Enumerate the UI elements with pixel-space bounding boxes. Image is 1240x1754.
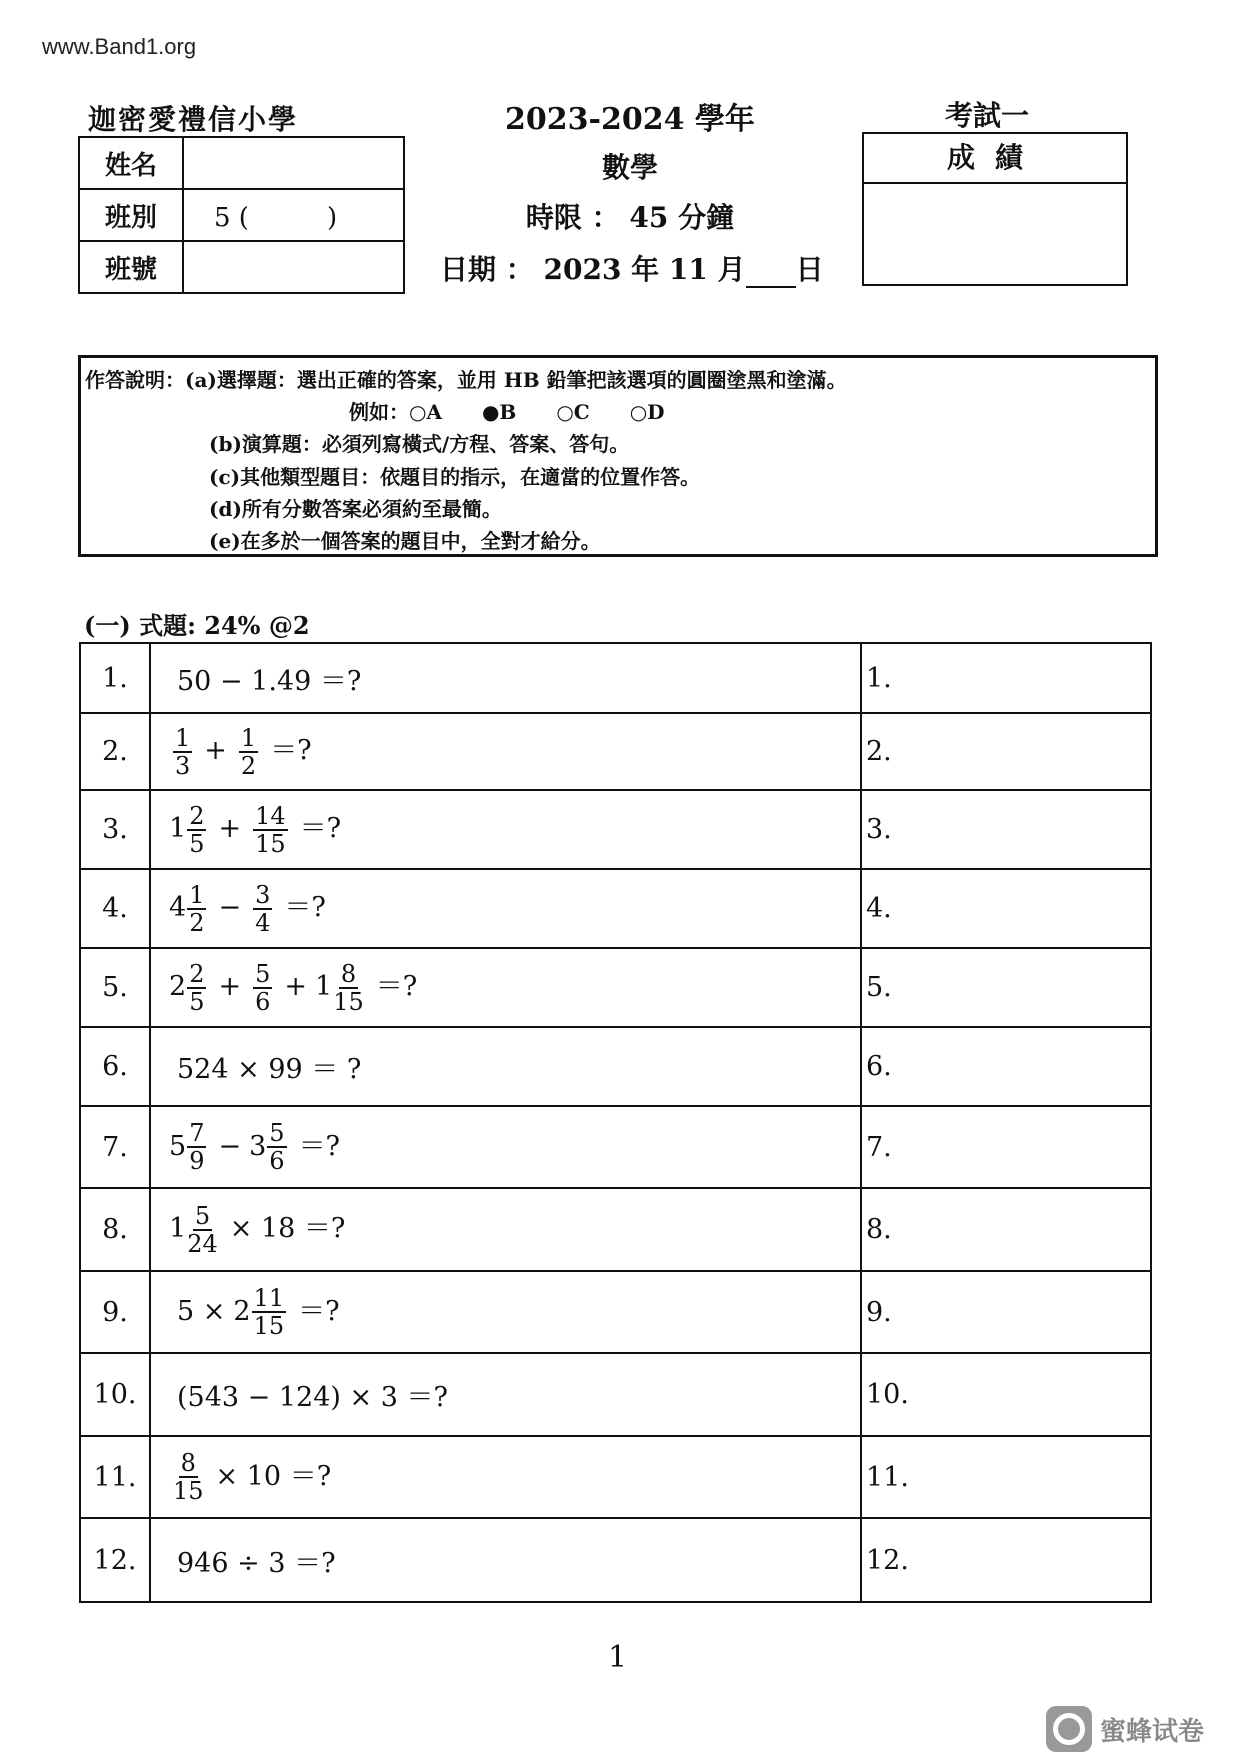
denominator: 5 <box>189 987 205 1016</box>
date-prefix: 日期 ： 2023 年 11 月 <box>440 253 746 286</box>
question-expression <box>150 643 861 713</box>
watermark <box>1046 1706 1204 1752</box>
answer-cell[interactable]: 8. <box>861 1188 1151 1271</box>
numerator: 5 <box>194 1201 211 1230</box>
question-number: 9. <box>80 1271 150 1353</box>
question-expression <box>150 1027 861 1106</box>
question-expression <box>150 1106 861 1188</box>
question-row <box>80 869 1151 948</box>
numerator: 1 <box>175 723 191 752</box>
name-label: 姓名 <box>79 137 183 189</box>
expression-text: 50 − 1.49 ＝? <box>177 665 362 697</box>
question-number: 5. <box>80 948 150 1027</box>
fraction <box>253 961 272 1015</box>
instruction-line: (d)所有分數答案必須約至最簡。 <box>209 497 502 521</box>
denominator: 15 <box>253 1312 285 1340</box>
expression-text: − <box>218 1130 242 1162</box>
question-number: 6. <box>80 1027 150 1106</box>
answer-cell[interactable]: 4. <box>861 869 1151 948</box>
instruction-line: (e)在多於一個答案的題目中，全對才給分。 <box>209 529 601 553</box>
watermark-logo-icon <box>1046 1706 1092 1752</box>
expression-text: 524 × 99 ＝ ? <box>177 1054 362 1085</box>
class-field[interactable]: 5 ( ) <box>183 189 404 241</box>
fraction <box>173 1450 204 1504</box>
answer-cell[interactable]: 12. <box>861 1518 1151 1602</box>
expression-text: × 10 ＝? <box>215 1460 332 1492</box>
answer-cell[interactable]: 1. <box>861 643 1151 713</box>
numerator: 1 <box>240 723 257 752</box>
fraction <box>187 803 206 857</box>
question-row <box>80 643 1151 713</box>
day-blank[interactable] <box>746 253 796 288</box>
time-limit: 時限 ： 45 分鐘 <box>525 201 735 234</box>
numerator: 11 <box>253 1284 285 1312</box>
number-row <box>79 241 404 293</box>
number-label: 班號 <box>79 241 183 293</box>
expression-text: (543 − 124) × 3 ＝? <box>177 1382 448 1413</box>
school-year: 2023-2024 學年 <box>505 102 755 137</box>
denominator: 5 <box>189 829 205 858</box>
denominator: 15 <box>333 987 364 1016</box>
numerator: 2 <box>189 801 205 830</box>
denominator: 3 <box>175 751 191 780</box>
exam-title: 考試一 <box>945 99 1030 132</box>
answer-cell[interactable]: 7. <box>861 1106 1151 1188</box>
question-expression <box>150 1271 861 1353</box>
question-row <box>80 790 1151 869</box>
instructions-box <box>78 355 1158 557</box>
score-label: 成績 <box>864 134 1126 184</box>
question-expression <box>150 1436 861 1518</box>
whole-number: 1 <box>315 971 333 1002</box>
question-row <box>80 1027 1151 1106</box>
denominator: 2 <box>240 751 257 780</box>
fraction <box>267 1120 286 1174</box>
fraction <box>187 961 206 1015</box>
question-row <box>80 1188 1151 1271</box>
instruction-line: 作答說明：(a)選擇題：選出正確的答案，並用 HB 鉛筆把該選項的圓圈塗黑和塗滿。 <box>85 368 847 392</box>
fraction <box>239 725 258 779</box>
fraction <box>173 725 192 779</box>
question-row <box>80 1436 1151 1518</box>
question-expression <box>150 1518 861 1602</box>
numerator: 8 <box>180 1449 196 1477</box>
section-title: (一) 式題: 24% @2 <box>84 611 310 640</box>
question-expression <box>150 948 861 1027</box>
whole-number: 3 <box>249 1130 267 1162</box>
expression-text: + <box>218 813 242 844</box>
question-number: 11. <box>80 1436 150 1518</box>
question-number: 2. <box>80 713 150 790</box>
school-name: 迦密愛禮信小學 <box>88 103 299 136</box>
expression-text: ＝? <box>298 1295 340 1327</box>
question-row <box>80 1518 1151 1602</box>
question-number: 12. <box>80 1518 150 1602</box>
question-expression <box>150 1188 861 1271</box>
question-number: 8. <box>80 1188 150 1271</box>
question-expression <box>150 869 861 948</box>
question-expression <box>150 713 861 790</box>
whole-number: 2 <box>233 1295 251 1327</box>
answer-cell[interactable]: 5. <box>861 948 1151 1027</box>
fraction <box>187 882 206 936</box>
date-suffix: 日 <box>795 253 824 286</box>
watermark-text: 蜜蜂试卷 <box>1100 1716 1205 1747</box>
numerator: 8 <box>340 959 357 988</box>
expression-text: ＝? <box>298 1130 341 1162</box>
instruction-line: (c)其他類型題目：依題目的指示，在適當的位置作答。 <box>209 465 701 489</box>
class-row <box>79 189 404 241</box>
number-field[interactable] <box>183 241 404 293</box>
question-row <box>80 1271 1151 1353</box>
name-field[interactable] <box>183 137 404 189</box>
fraction <box>252 1285 287 1339</box>
denominator: 6 <box>269 1147 285 1175</box>
answer-cell[interactable]: 10. <box>861 1353 1151 1436</box>
fraction <box>253 803 288 857</box>
denominator: 15 <box>173 1477 204 1505</box>
expression-text: + <box>284 971 307 1002</box>
instruction-example: 例如：○A ●B ○C ○D <box>349 400 665 424</box>
fraction <box>187 1203 218 1257</box>
numerator: 14 <box>255 801 286 830</box>
answer-cell[interactable]: 2. <box>861 713 1151 790</box>
page-number: 1 <box>608 1640 628 1675</box>
instruction-line: (b)演算題：必須列寫橫式/方程、答案、答句。 <box>209 432 630 456</box>
whole-number: 1 <box>169 813 187 844</box>
answer-cell[interactable]: 11. <box>861 1436 1151 1518</box>
question-row <box>80 1106 1151 1188</box>
class-label: 班別 <box>79 189 183 241</box>
question-expression <box>150 790 861 869</box>
question-row <box>80 713 1151 790</box>
numerator: 7 <box>189 1119 205 1147</box>
score-box <box>862 132 1128 286</box>
numerator: 5 <box>269 1119 285 1147</box>
question-number: 7. <box>80 1106 150 1188</box>
whole-number: 2 <box>169 971 187 1002</box>
expression-text: ＝? <box>375 971 418 1002</box>
expression-text: ＝? <box>270 735 312 766</box>
expression-text: ＝? <box>284 892 326 923</box>
expression-text: + <box>204 735 227 766</box>
denominator: 9 <box>189 1147 205 1175</box>
denominator: 2 <box>189 908 205 937</box>
whole-number: 5 <box>169 1130 187 1162</box>
answer-cell[interactable]: 6. <box>861 1027 1151 1106</box>
question-row <box>80 948 1151 1027</box>
student-info-table <box>78 136 405 294</box>
expression-text: + <box>218 971 242 1002</box>
subject: 數學 <box>601 151 658 184</box>
denominator: 4 <box>255 908 271 937</box>
fraction <box>187 1120 206 1174</box>
whole-number: 1 <box>169 1213 187 1244</box>
denominator: 24 <box>187 1229 218 1258</box>
name-row <box>79 137 404 189</box>
numerator: 5 <box>255 959 271 988</box>
fraction <box>253 882 272 936</box>
expression-text: 946 ÷ 3 ＝? <box>177 1547 336 1579</box>
fraction <box>333 961 364 1015</box>
exam-date <box>440 248 824 288</box>
questions-table <box>79 642 1152 1603</box>
question-row <box>80 1353 1151 1436</box>
denominator: 6 <box>255 987 271 1016</box>
expression-text: 5 × <box>177 1295 226 1327</box>
question-expression <box>150 1353 861 1436</box>
answer-cell[interactable]: 3. <box>861 790 1151 869</box>
expression-text: ＝? <box>299 813 342 844</box>
numerator: 1 <box>189 880 205 909</box>
answer-cell[interactable]: 9. <box>861 1271 1151 1353</box>
site-url: www.Band1.org <box>42 34 197 59</box>
whole-number: 4 <box>169 892 187 923</box>
numerator: 2 <box>189 959 205 988</box>
question-number: 4. <box>80 869 150 948</box>
question-number: 3. <box>80 790 150 869</box>
numerator: 3 <box>255 880 271 909</box>
expression-text: × 18 ＝? <box>229 1213 346 1244</box>
question-number: 10. <box>80 1353 150 1436</box>
question-number: 1. <box>80 643 150 713</box>
expression-text: − <box>218 892 242 923</box>
denominator: 15 <box>255 829 286 858</box>
